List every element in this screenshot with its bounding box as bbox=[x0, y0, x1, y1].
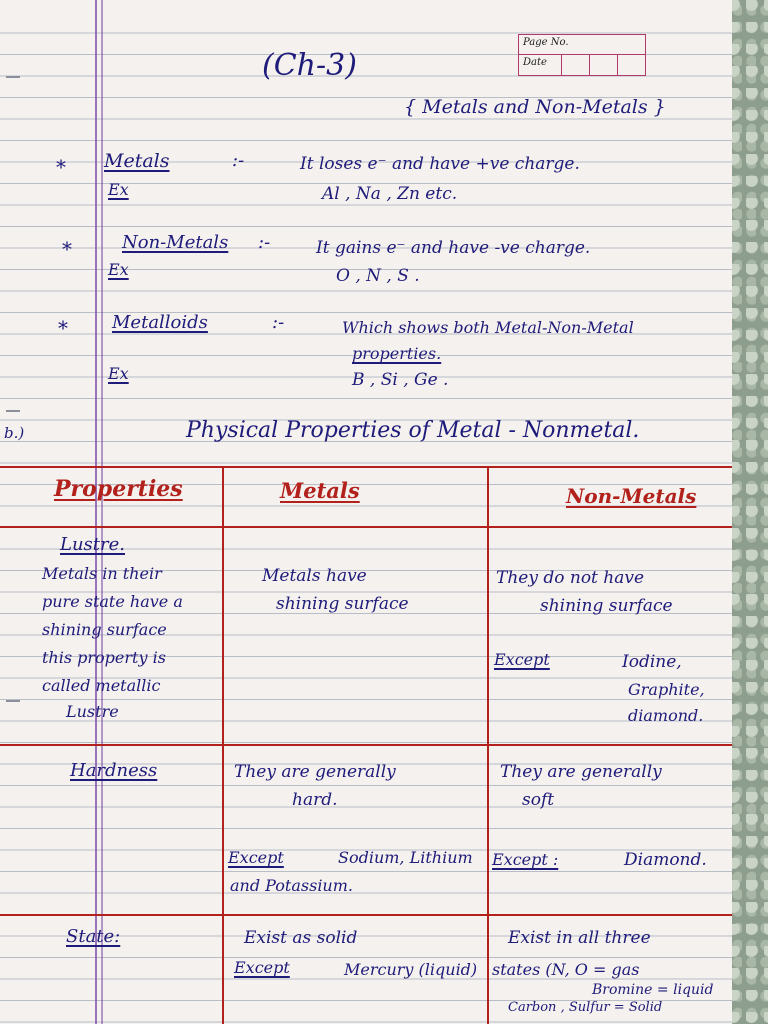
margin-line-inner bbox=[101, 0, 103, 1024]
stamp-date-row bbox=[519, 55, 645, 74]
header-metals: Metals bbox=[280, 478, 360, 503]
term-non-metals: Non-Metals bbox=[122, 232, 229, 253]
metals-state-line: Exist as solid bbox=[244, 928, 358, 948]
chapter-heading: (Ch-3) bbox=[262, 48, 357, 83]
term-metals: Metals bbox=[104, 150, 170, 172]
nonmetals-lustre-line: They do not have bbox=[496, 568, 645, 588]
metals-except-label: Except bbox=[228, 848, 284, 867]
lustre-desc-line: Lustre bbox=[66, 702, 119, 721]
lustre-desc-line: pure state have a bbox=[42, 592, 183, 611]
page-no-label: Page No. bbox=[523, 37, 569, 48]
nonmetals-except-text: Diamond. bbox=[624, 850, 707, 870]
metals-except-text-continued: and Potassium. bbox=[230, 876, 353, 895]
metals-lustre-line: shining surface bbox=[276, 594, 409, 614]
except-item: Iodine, bbox=[622, 652, 682, 672]
property-hardness: Hardness bbox=[70, 760, 158, 781]
page-tick bbox=[6, 76, 20, 78]
table-column-rule bbox=[222, 466, 224, 1024]
nonmetals-state-line: Exist in all three bbox=[508, 928, 651, 948]
separator: :- bbox=[272, 312, 285, 333]
lustre-desc-line: this property is bbox=[42, 648, 166, 667]
property-state: State: bbox=[66, 926, 121, 947]
metals-except-text: Mercury (liquid) bbox=[344, 960, 478, 979]
example-text: B , Si , Ge . bbox=[352, 370, 449, 390]
header-non-metals: Non-Metals bbox=[566, 484, 697, 508]
definition-text: Which shows both Metal-Non-Metal bbox=[342, 318, 634, 337]
stamp-cell-divider bbox=[589, 55, 590, 75]
bullet: * bbox=[56, 155, 66, 179]
margin-line bbox=[95, 0, 97, 1024]
lustre-desc-line: shining surface bbox=[42, 620, 167, 639]
stamp-page-row bbox=[519, 35, 645, 55]
table-row-rule bbox=[0, 744, 732, 746]
metals-hardness-line: hard. bbox=[292, 790, 338, 810]
table-header-rule bbox=[0, 526, 732, 528]
separator: :- bbox=[258, 232, 271, 253]
bullet: * bbox=[62, 237, 72, 261]
metals-except-text: Sodium, Lithium bbox=[338, 848, 473, 867]
example-label: Ex bbox=[108, 180, 129, 199]
metals-hardness-line: They are generally bbox=[234, 762, 396, 782]
except-item: Graphite, bbox=[628, 680, 705, 699]
bullet: * bbox=[58, 316, 68, 340]
nonmetals-state-extra: Carbon , Sulfur = Solid bbox=[508, 1000, 663, 1015]
section-marker: b.) bbox=[4, 424, 25, 442]
page-date-stamp bbox=[518, 34, 646, 76]
page-tick bbox=[6, 700, 20, 702]
separator: :- bbox=[232, 150, 245, 171]
page-tick bbox=[6, 410, 20, 412]
definition-text: It gains e⁻ and have -ve charge. bbox=[316, 238, 591, 258]
nonmetals-lustre-line: shining surface bbox=[540, 596, 673, 616]
date-label: Date bbox=[523, 57, 547, 68]
nonmetals-hardness-line: soft bbox=[522, 790, 555, 810]
example-label: Ex bbox=[108, 260, 129, 279]
chapter-title: { Metals and Non-Metals } bbox=[404, 96, 666, 118]
definition-text: It loses e⁻ and have +ve charge. bbox=[300, 154, 580, 174]
header-properties: Properties bbox=[54, 476, 183, 502]
section-title: Physical Properties of Metal - Nonmetal. bbox=[186, 418, 640, 443]
example-text: Al , Na , Zn etc. bbox=[322, 184, 458, 204]
metals-lustre-line: Metals have bbox=[262, 566, 367, 586]
definition-text-continued: properties. bbox=[352, 344, 442, 363]
nonmetals-state-extra: Bromine = liquid bbox=[592, 982, 714, 998]
example-label: Ex bbox=[108, 364, 129, 383]
lustre-desc-line: Metals in their bbox=[42, 564, 162, 583]
nonmetals-hardness-line: They are generally bbox=[500, 762, 662, 782]
table-row-rule bbox=[0, 914, 732, 916]
nonmetals-except-label: Except bbox=[494, 650, 550, 669]
term-metalloids: Metalloids bbox=[112, 312, 208, 333]
example-text: O , N , S . bbox=[336, 266, 420, 286]
stamp-cell-divider bbox=[617, 55, 618, 75]
property-lustre: Lustre. bbox=[60, 534, 125, 555]
table-top-rule bbox=[0, 466, 732, 468]
lustre-desc-line: called metallic bbox=[42, 676, 161, 695]
nonmetals-except-label: Except : bbox=[492, 850, 559, 869]
except-item: diamond. bbox=[628, 706, 704, 725]
metals-except-label: Except bbox=[234, 958, 290, 977]
stamp-cell-divider bbox=[561, 55, 562, 75]
table-column-rule bbox=[487, 466, 489, 1024]
nonmetals-state-line: states (N, O = gas bbox=[492, 960, 640, 979]
fabric-background bbox=[728, 0, 768, 1024]
